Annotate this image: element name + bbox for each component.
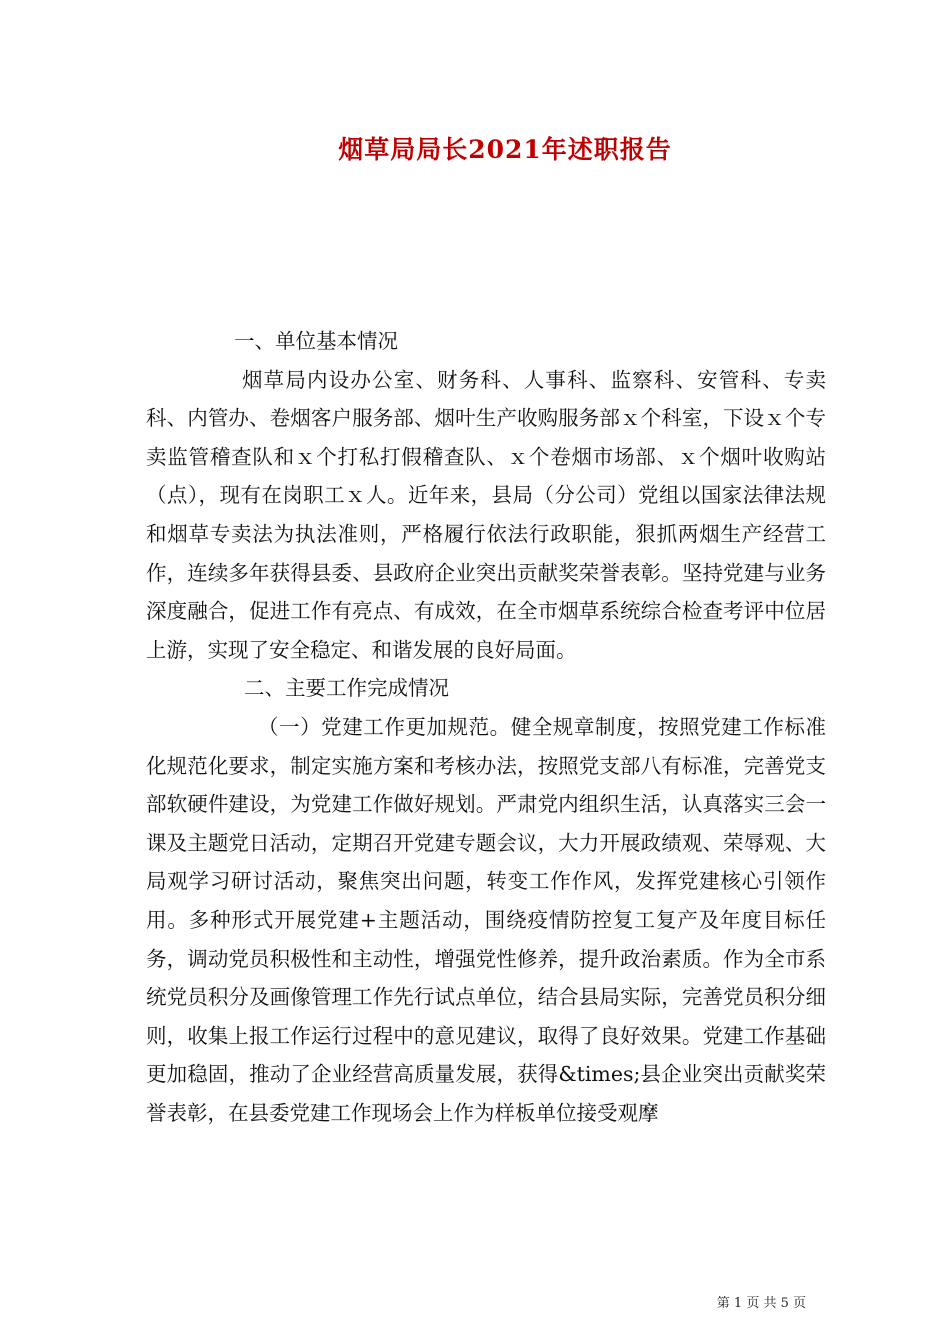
document-title: 烟草局局长2021年述职报告 — [338, 135, 672, 164]
section-heading-basic-info: 一、单位基本情况 — [234, 329, 398, 353]
document-body — [146, 322, 826, 1132]
section-heading-main-work: 二、主要工作完成情况 — [244, 676, 449, 701]
paragraph-party-building: （一）党建工作更加规范。健全规章制度，按照党建工作标准化规范化要求，制定实施方案和考核办法，按照党支部八有标准，完善党支部软硬件建设，为党建工作做好规划。严肃党内组织生活，认真落实三会一课及主题党日活动，定期召开党建专题会议，大力开展政绩观、荣辱观、大局观学习研讨活动，聚焦突出问题，转变工作作风，发挥党建核心引领作用。多种形式开展党建+主题活动，围绕疫情防控复工复产及年度目标任务，调动党员积极性和主动性，增强党性修养，提升政治素质。作为全市系统党员积分及画像管理工作先行试点单位，结合县局实际，完善党员积分细则，收集上报工作运行过程中的意见建议，取得了良好效果。党建工作基础更加稳固，推动了企业经营高质量发展，获得&times;县企业突出贡献奖荣誉表彰，在县委党建工作现场会上作为样板单位接受观摩 — [146, 714, 826, 1125]
page-number: 第 1 页 共 5 页 — [716, 1296, 806, 1311]
paragraph-basic-info: 烟草局内设办公室、财务科、人事科、监察科、安管科、专卖科、内管办、卷烟客户服务部、烟叶生产收购服务部ｘ个科室，下设ｘ个专卖监管稽查队和ｘ个打私打假稽查队、ｘ个卷烟市场部、ｘ个烟叶收购站（点），现有在岗职工ｘ人。近年来，县局（分公司）党组以国家法律法规和烟草专卖法为执法准则，严格履行依法行政职能，狠抓两烟生产经营工作，连续多年获得县委、县政府企业突出贡献奖荣誉表彰。坚持党建与业务深度融合，促进工作有亮点、有成效，在全市烟草系统综合检查考评中位居上游，实现了安全稳定、和谐发展的良好局面。 — [146, 367, 826, 662]
